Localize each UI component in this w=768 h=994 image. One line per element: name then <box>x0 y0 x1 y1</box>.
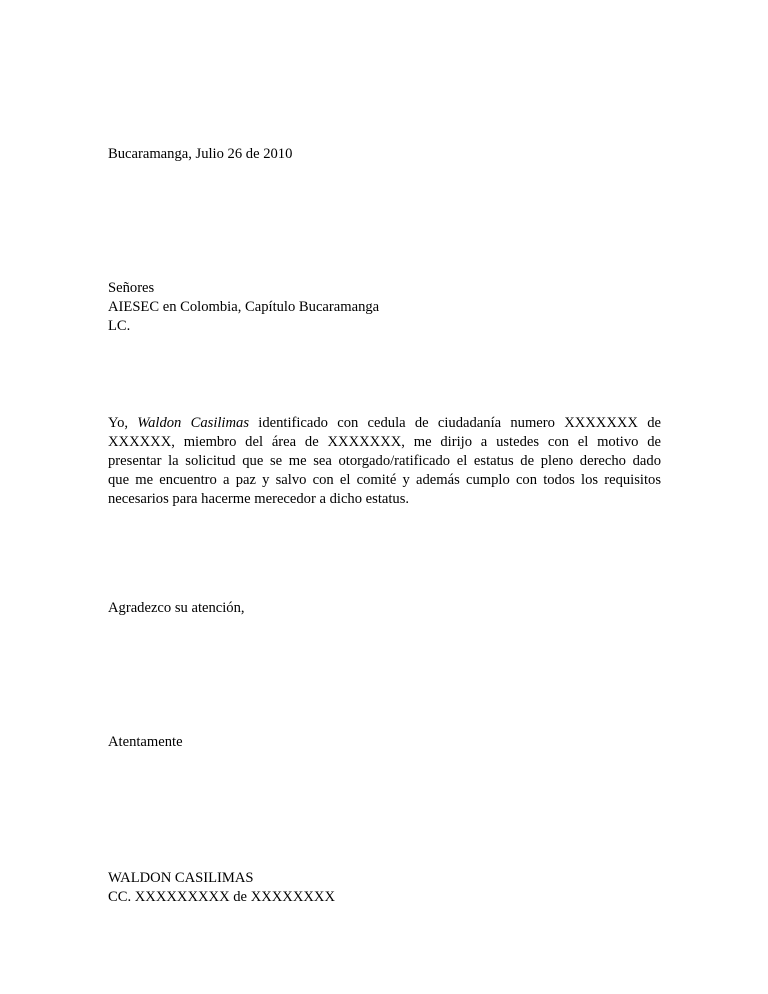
signature-name: WALDON CASILIMAS <box>108 870 254 886</box>
recipient-salutation: Señores <box>108 280 155 296</box>
body-line-3: presentar la solicitud que se me sea otorgado/ratificado el estatus de pleno derecho dado <box>108 453 661 469</box>
recipient-block <box>108 279 661 336</box>
body-paragraph <box>108 414 661 509</box>
body-line-4: que me encuentro a paz y salvo con el comité y además cumplo con todos los requisitos <box>108 472 661 488</box>
author-name-italic: Waldon Casilimas <box>137 415 249 431</box>
signature-block <box>108 869 661 907</box>
body-line-1 <box>108 414 661 433</box>
body-line-1-suffix: identificado con cedula de ciudadanía numero XXXXXXX de <box>258 415 661 431</box>
recipient-organization: AIESEC en Colombia, Capítulo Bucaramanga <box>108 299 380 315</box>
thanks-text: Agradezco su atención, <box>108 600 245 616</box>
date-line <box>108 145 661 164</box>
recipient-lc: LC. <box>108 318 131 334</box>
body-line-1-prefix: Yo, <box>108 415 129 431</box>
body-line-5: necesarios para hacerme merecedor a dicho estatus. <box>108 491 410 507</box>
date-text: Bucaramanga, Julio 26 de 2010 <box>108 146 293 162</box>
closing-thanks <box>108 599 661 618</box>
body-line-2: XXXXXX, miembro del área de XXXXXXX, me dirijo a ustedes con el motivo de <box>108 434 661 450</box>
closing-regards <box>108 733 661 752</box>
regards-text: Atentamente <box>108 734 183 750</box>
signature-id: CC. XXXXXXXXX de XXXXXXXX <box>108 889 336 905</box>
